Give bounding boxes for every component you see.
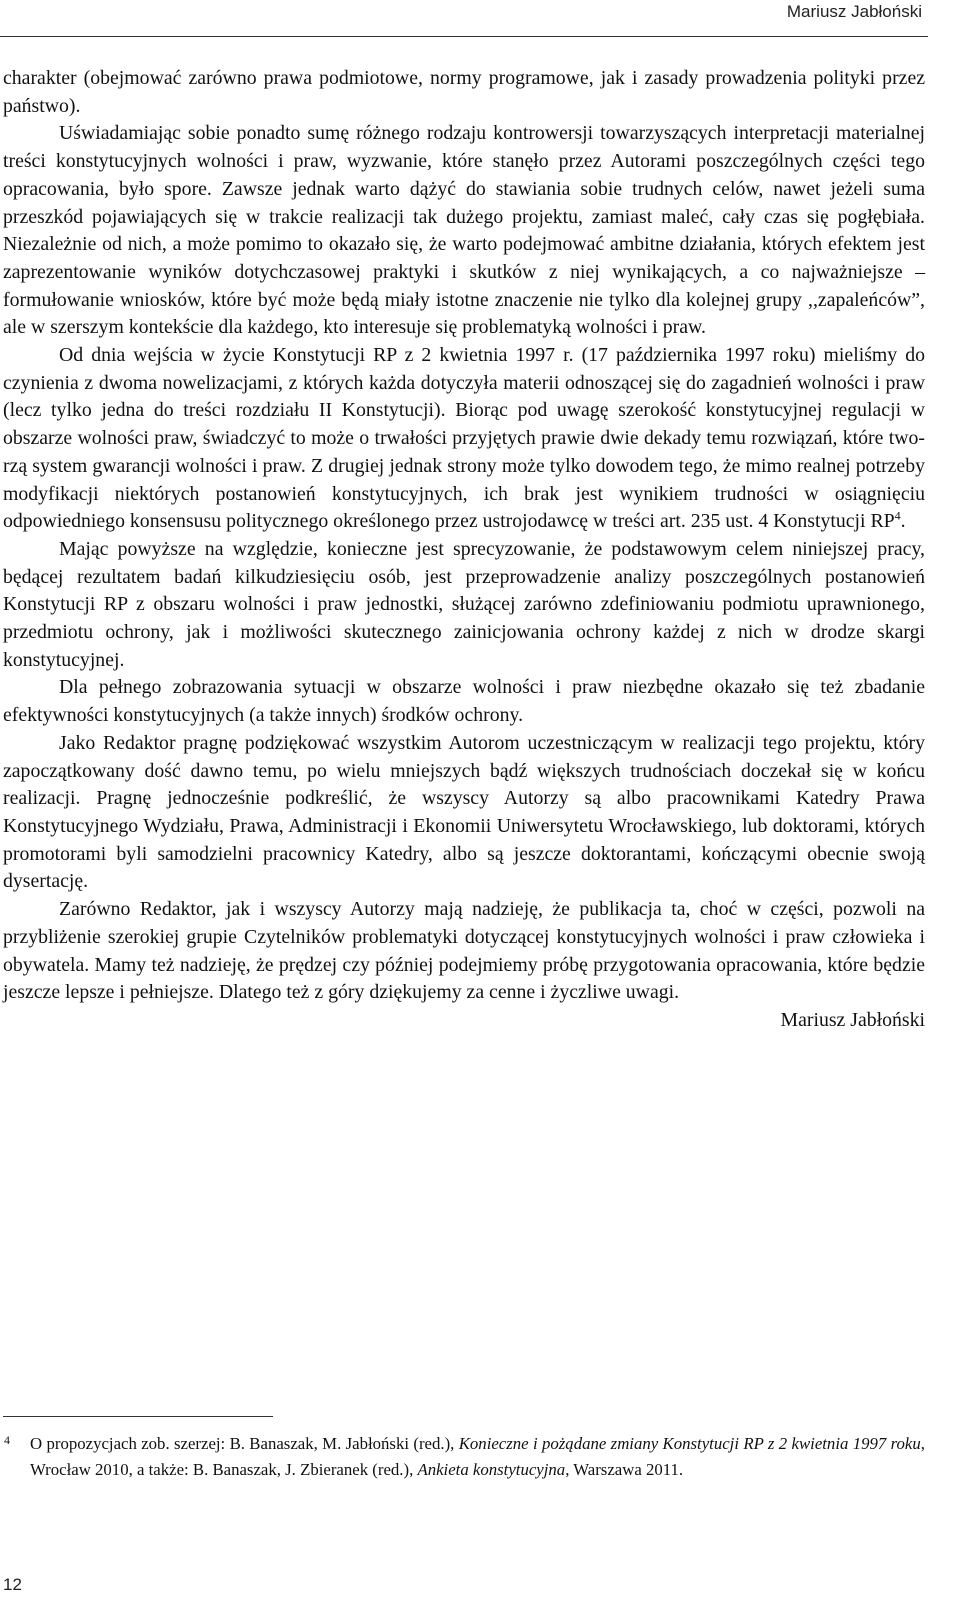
paragraph-1: charakter (obejmować zarówno prawa podmiotowe, normy programowe, jak i zasady prowadzenia polityki przez państwo). (3, 67, 925, 117)
footnote-title-1: Konieczne i pożądane zmiany Konstytucji RP z 2 kwietnia 1997 roku (458, 1434, 921, 1453)
paragraph-5: Dla pełnego zobrazowania sytuacji w obszarze wolności i praw niezbędne okazało się też zbadanie efektywności konstytucyjnych (a także innych) środków ochrony. (3, 676, 925, 727)
paragraph-7: Zarówno Redaktor, jak i wszyscy Autorzy mają nadzieję, że publikacja ta, choć w części, pozwoli na przybliżenie szerokiej grupie Czytelników problematyki dotyczącej konstytucyjnych wolności i praw człowieka i obywatela. Mamy też nadzieję, że prędzej czy później podejmiemy próbę przygotowania opracowania, które będzie jeszcze lepsze i pełniejsze. Dlatego też z góry dziękujemy za cenne i życzliwe uwagi. (3, 898, 925, 1004)
footnote-number: 4 (4, 1433, 10, 1447)
page-number: 12 (3, 1575, 22, 1594)
paragraph-3-end: . (900, 510, 906, 533)
header-divider (0, 36, 928, 37)
footnote-part-1: O propozycjach zob. szerzej: B. Banaszak, M. Jabłoński (red.), (30, 1434, 459, 1453)
paragraph-4: Mając powyższe na względzie, konieczne jest sprecyzowanie, że podstawowym celem niniejszej pracy, będącej rezultatem badań kilkudziesięciu osób, jest przeprowadzenie analizy poszczególnych postanowień Konstytucji RP z obszaru wolności i praw jednostki, służącej zarówno zdefiniowaniu podmiotu uprawnionego, przedmiotu ochrony, jak i możliwości skutecznego zainicjowania ochrony każdej z nich w drodze skargi konstytucyjnej. (3, 537, 925, 671)
paragraph-6: Jako Redaktor pragnę podziękować wszystkim Autorom uczestniczącym w realizacji tego projektu, który zapoczątkowany dość dawno temu, po wielu mniejszych bądź większych trudnościach doczekał się w końcu realizacji. Pragnę jednocześnie podkreślić, że wszyscy Autorzy są albo pracownikami Katedry Prawa Konstytucyjnego Wydziału, Prawa, Administracji i Ekonomii Uniwersytetu Wrocławskiego, lub doktorami, których promotorami byli samodzielni pracownicy Katedry, albo są jeszcze doktorantami, kończącymi obecnie swoją dysertację. (3, 731, 925, 893)
paragraph-3-text: Od dnia wejścia w życie Konstytucji RP z 2 kwietnia 1997 r. (17 października 1997 roku) mieliśmy do czynienia z dwoma nowelizacjami, z których każda dotyczyła materii odnoszącej się do zagadnień wolności i praw (lecz tylko jedna do treści rozdziału II Konstytucji). Biorąc pod uwagę szerokość konstytucyjnej regulacji w obszarze wolności praw, świadczyć to może o trwałości przyjętych prawie dwie dekady temu rozwiązań, które tworzą system gwarancji wolności i praw. Z drugiej jednak strony może tylko dowodem tego, że mimo realnej potrzeby modyfikacji niektórych postanowień konstytucyjnych, ich brak jest wynikiem trudności w osiągnięciu odpowiedniego konsensusu politycznego określonego przez ustrojodawcę w treści art. 235 ust. 4 Konstytucji RP (3, 344, 925, 533)
footnote (3, 1431, 925, 1483)
running-header-author: Mariusz Jabłoński (786, 2, 922, 21)
footnote-divider (3, 1416, 273, 1417)
signature: Mariusz Jabłoński (780, 1008, 925, 1031)
footnote-text (3, 1431, 925, 1483)
paragraph-3 (3, 342, 925, 536)
footnote-reference[interactable]: 4 (894, 508, 901, 523)
footnote-part-2: , Wrocław 2010, a także: B. Banaszak, J. Zbieranek (red.), (30, 1434, 925, 1479)
footnote-title-2: Ankieta konstytucyjna (417, 1460, 566, 1479)
paragraph-2: Uświadamiając sobie ponadto sumę różnego rodzaju kontrowersji towarzyszących interpretacji materialnej treści konstytucyjnych wolności i praw, wyzwanie, które stanęło przez Autorami poszczególnych części tego opracowania, było spore. Zawsze jednak warto dążyć do stawiania sobie trudnych celów, nawet jeżeli suma przeszkód pojawiających się w trakcie realizacji tak dużego projektu, zamiast maleć, cały czas się pogłębiała. Niezależnie od nich, a może pomimo to okazało się, że warto podejmować ambitne działania, których efektem jest zaprezentowanie wyników dotychczasowej praktyki i skutków z niej wynikających, a co najważniejsze – formułowanie wniosków, które być może będą miały istotne znaczenie nie tylko dla kolejnej grupy ,,zapaleńców”, ale w szerszym kontekście dla każdego, kto interesuje się problematyką wolności i praw. (3, 122, 925, 339)
main-text (3, 65, 925, 1035)
footnote-part-3: , Warszawa 2011. (565, 1460, 684, 1479)
